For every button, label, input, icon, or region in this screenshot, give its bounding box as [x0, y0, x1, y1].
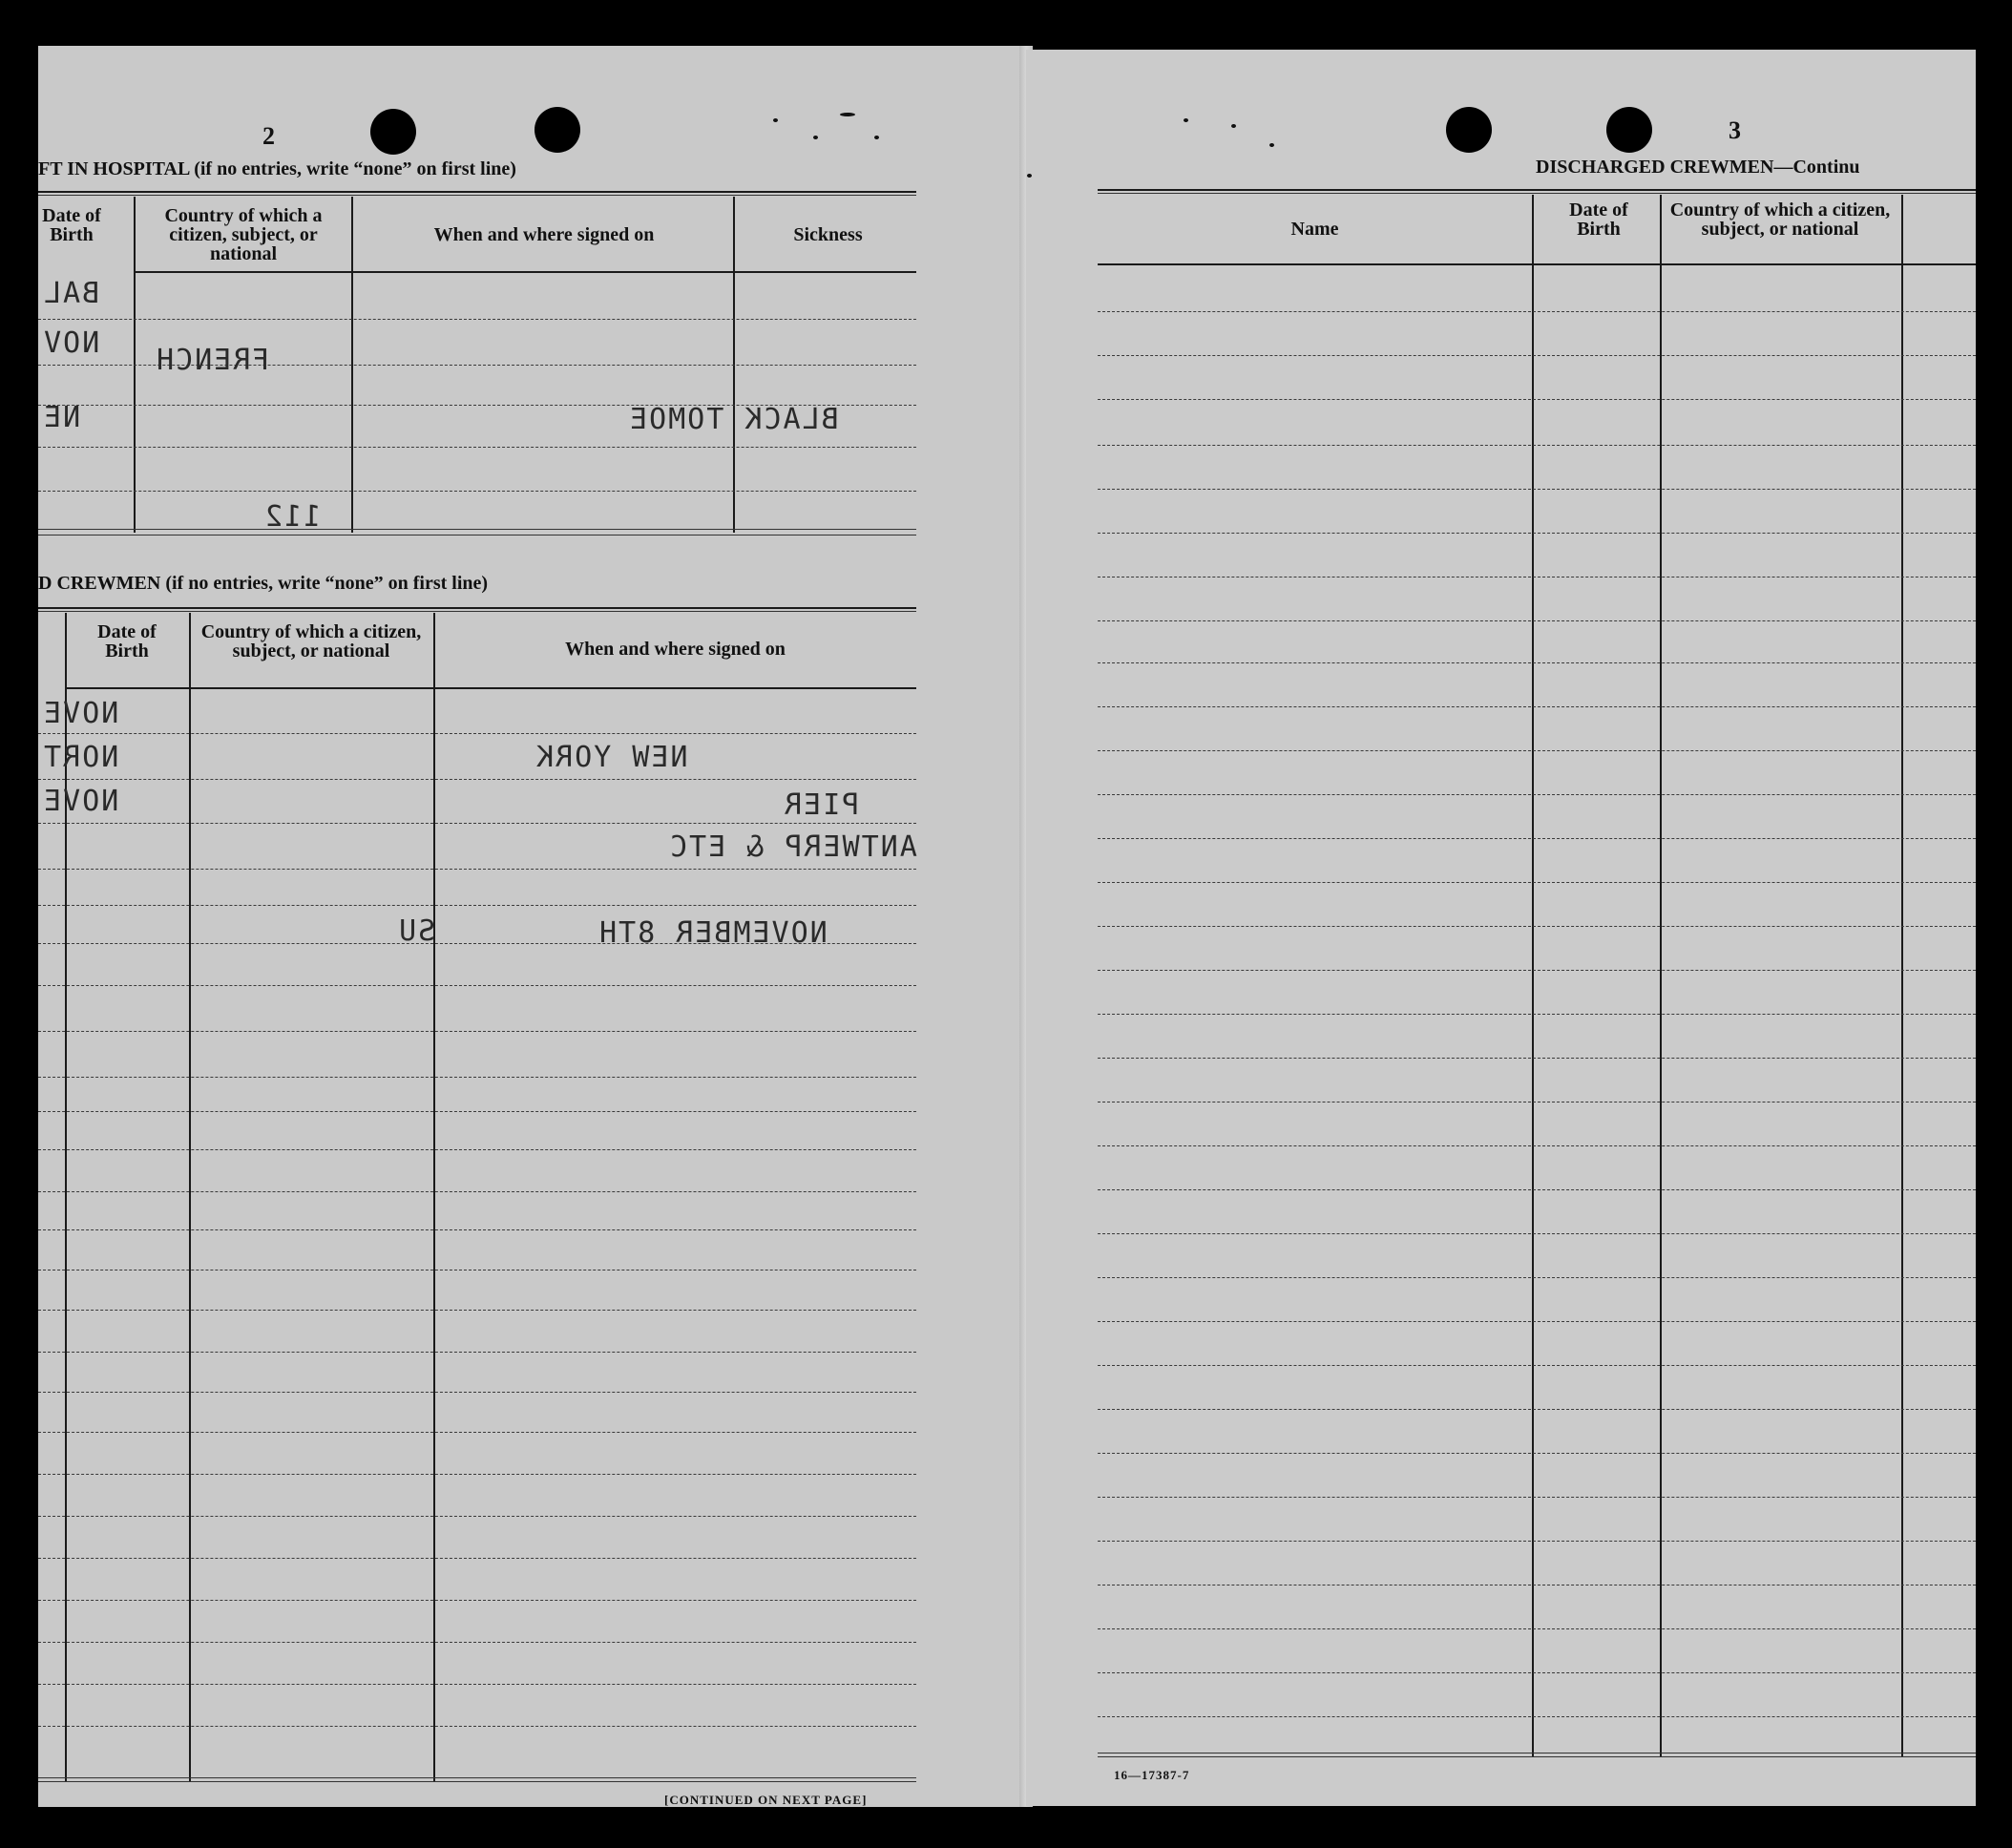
punch-hole [1446, 107, 1492, 153]
hospital-dob-entry: NOV [42, 326, 100, 360]
ink-speck [1184, 118, 1188, 122]
continued-footer: [CONTINUED ON NEXT PAGE] [664, 1793, 868, 1807]
hospital-country-entry: FRENCH [155, 344, 270, 377]
hospital-dob-entry: BAL [42, 277, 100, 310]
hospital-when-entry: BLACK TOMOE [628, 403, 839, 436]
hospital-dob-header: Date of Birth [42, 205, 101, 245]
crewmen-when-entry: NOVEMBER 8TH [597, 916, 828, 950]
ink-speck [1231, 124, 1236, 128]
right-form-page [1026, 50, 1976, 1806]
crewmen-country-header: Country of which a citizen, subject, or national [200, 621, 422, 662]
ink-speck [1269, 143, 1274, 147]
crewmen-dob-entry: NOVE [42, 785, 119, 818]
crewmen-when-entry: NEW YORK [534, 741, 688, 774]
crewmen-when-header: When and where signed on [565, 639, 786, 660]
page-number: 3 [1729, 116, 1741, 144]
country-header: Country of which a citizen, subject, or national [1669, 200, 1891, 240]
hospital-note-entry: 112 [263, 500, 322, 534]
ink-speck [874, 136, 879, 139]
crewmen-dob-entry: NOVE [42, 697, 119, 730]
punch-hole [370, 109, 416, 155]
hospital-country-header: Country of which a citizen, subject, or national [164, 205, 323, 264]
hospital-sickness-header: Sickness [793, 224, 863, 245]
ink-speck [773, 118, 778, 122]
crewmen-dob-header: Date of Birth [97, 621, 157, 662]
ink-speck [813, 136, 818, 139]
dob-header: Date of Birth [1569, 200, 1628, 240]
punch-hole [534, 107, 580, 153]
crewmen-country-entry: SU [397, 914, 436, 948]
left-form-page [38, 46, 1026, 1807]
page-number: 2 [262, 122, 275, 150]
crewmen-when-entry: PIER [783, 788, 860, 822]
form-number: 16—17387-7 [1114, 1768, 1190, 1782]
discharged-crewmen-title: DISCHARGED CREWMEN—Continu [1536, 157, 1860, 178]
hospital-section-title: FT IN HOSPITAL (if no entries, write “none” on first line) [38, 158, 516, 179]
name-header: Name [1290, 219, 1339, 240]
punch-hole [1606, 107, 1652, 153]
crewmen-when-entry: ANTWERP & ETC [668, 830, 917, 864]
hospital-when-header: When and where signed on [433, 224, 655, 245]
crewmen-dob-entry: NORT [42, 741, 119, 774]
hospital-dob-entry: NE [42, 401, 81, 434]
crewmen-section-title: D CREWMEN (if no entries, write “none” on first line) [38, 573, 489, 594]
ink-speck [1027, 174, 1032, 178]
ink-speck [840, 113, 855, 116]
